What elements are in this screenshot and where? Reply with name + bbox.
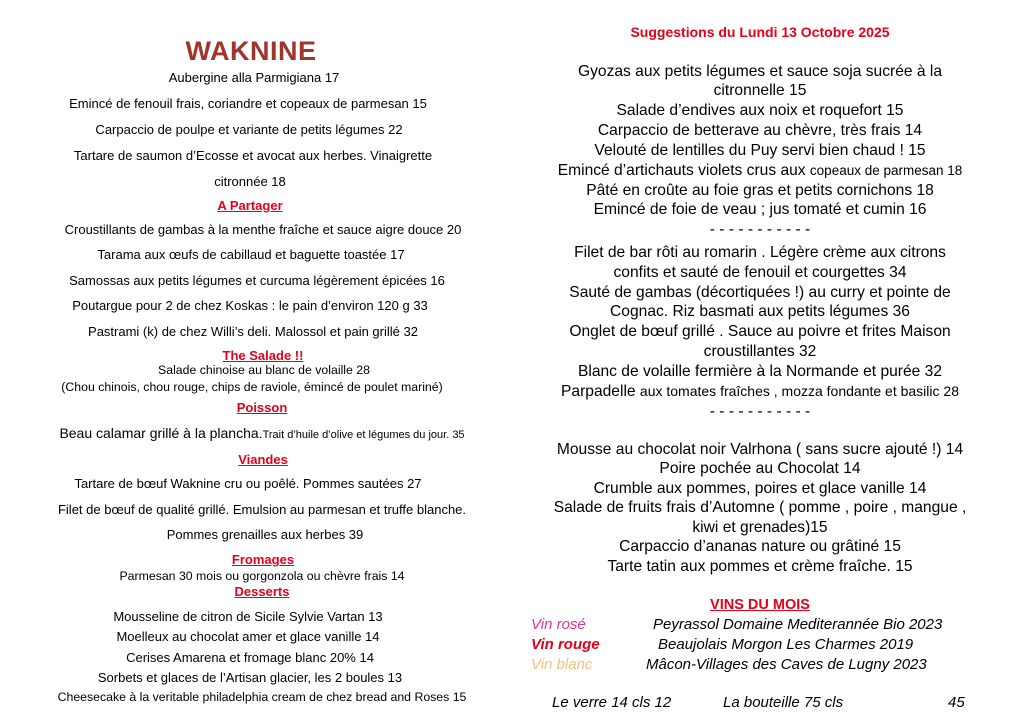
suggestion-item: Sauté de gambas (décortiquées !) au curry et pointe de [569, 284, 951, 301]
menu-item: Tartare de bœuf Waknine cru ou poêlé. Pommes sautées 27 [74, 476, 422, 491]
section-heading-viandes: Viandes [238, 452, 288, 467]
suggestion-item [561, 383, 959, 401]
suggestion-dessert: Tarte tatin aux pommes et crème fraîche. 15 [607, 558, 913, 575]
menu-item-detail: Trait d’huile d’olive et légumes du jour. 35 [262, 429, 465, 441]
menu-item: citronnée 18 [214, 174, 286, 189]
suggestions-title: Suggestions du Lundi 13 Octobre 2025 [630, 24, 890, 40]
divider: - - - - - - - - - - - [709, 221, 811, 238]
suggestion-item: Blanc de volaille fermière à la Normande et purée 32 [577, 363, 943, 380]
suggestion-item: croustillantes 32 [703, 343, 817, 360]
suggestion-dessert: kiwi et grenades)15 [692, 519, 828, 536]
wine-rose-label: Vin rosé [531, 616, 586, 633]
menu-item: Pommes grenailles aux herbes 39 [166, 527, 364, 542]
menu-item: Tartare de saumon d’Ecosse et avocat aux herbes. Vinaigrette [73, 148, 433, 163]
suggestion-dessert: Carpaccio d’ananas nature ou grâtiné 15 [619, 538, 901, 555]
menu-item: Parmesan 30 mois ou gorgonzola ou chèvre frais 14 [119, 569, 405, 583]
section-heading-desserts: Desserts [234, 584, 290, 599]
suggestion-item-part: Parpadelle [561, 383, 640, 400]
suggestion-item-part: Emincé d’artichauts violets crus aux [557, 162, 810, 179]
bottle-label: La bouteille 75 cls [723, 694, 844, 711]
menu-item: Poutargue pour 2 de chez Koskas : le pain d’environ 120 g 33 [72, 298, 428, 313]
section-heading-fromages: Fromages [231, 552, 295, 567]
suggestion-item: Onglet de bœuf grillé . Sauce au poivre et frites Maison [569, 323, 951, 340]
menu-item: Mousseline de citron de Sicile Sylvie Vartan 13 [113, 609, 383, 624]
menu-item: Emincé de fenouil frais, coriandre et copeaux de parmesan 15 [69, 96, 427, 111]
suggestion-item [558, 162, 963, 180]
menu-item: Filet de bœuf de qualité grillé. Emulsion au parmesan et truffe blanche. [57, 502, 467, 517]
bottle-price: 45 [948, 694, 965, 711]
suggestion-item: Cognac. Riz basmati aux petits légumes 36 [610, 303, 910, 320]
suggestion-item-part: aux tomates fraîches , mozza fondante et basilic 28 [639, 383, 959, 399]
suggestion-item: citronnelle 15 [713, 82, 807, 99]
wine-blanc-label: Vin blanc [531, 656, 593, 673]
suggestion-item: confits et sauté de fenouil et courgettes 34 [613, 264, 907, 281]
menu-item: Cerises Amarena et fromage blanc 20% 14 [126, 650, 374, 665]
suggestion-dessert: Salade de fruits frais d’Automne ( pomme , poire , mangue , [553, 499, 967, 516]
glass-price: Le verre 14 cls 12 [552, 694, 672, 711]
wines-title: VINS DU MOIS [710, 597, 810, 613]
menu-item: Aubergine alla Parmigiana 17 [168, 70, 340, 85]
suggestion-item: Filet de bar rôti au romarin . Légère crème aux citrons [574, 244, 946, 261]
wine-rouge-label: Vin rouge [531, 636, 600, 653]
restaurant-title: WAKNINE [185, 36, 317, 66]
suggestion-item: Salade d’endives aux noix et roquefort 15 [616, 102, 904, 119]
section-heading-partager: A Partager [217, 198, 283, 213]
suggestion-dessert: Crumble aux pommes, poires et glace vanille 14 [593, 480, 927, 497]
wine-rouge-name: Beaujolais Morgon Les Charmes 2019 [658, 636, 914, 653]
wine-rose-name: Peyrassol Domaine Mediterannée Bio 2023 [653, 616, 943, 633]
menu-item: Samossas aux petits légumes et curcuma légèrement épicées 16 [69, 273, 445, 288]
menu-item: Moelleux au chocolat amer et glace vanille 14 [116, 629, 380, 644]
section-heading-poisson: Poisson [236, 400, 288, 415]
section-heading-salade: The Salade !! [222, 348, 304, 363]
suggestion-item: Velouté de lentilles du Puy servi bien chaud ! 15 [594, 142, 926, 159]
menu-item: Tarama aux œufs de cabillaud et baguette toastée 17 [97, 247, 405, 262]
divider: - - - - - - - - - - - [709, 403, 811, 420]
menu-item: Carpaccio de poulpe et variante de petits légumes 22 [95, 122, 403, 137]
menu-item: Sorbets et glaces de l’Artisan glacier, les 2 boules 13 [97, 670, 403, 685]
menu-item: Salade chinoise au blanc de volaille 28 [158, 363, 370, 377]
suggestion-item: Gyozas aux petits légumes et sauce soja sucrée à la [577, 63, 943, 80]
menu-item-main: Beau calamar grillé à la plancha. [59, 425, 263, 441]
menu-item: Croustillants de gambas à la menthe fraîche et sauce aigre douce 20 [64, 222, 462, 237]
suggestion-item: Carpaccio de betterave au chèvre, très frais 14 [597, 122, 923, 139]
menu-item: Pastrami (k) de chez Willi’s deli. Malossol et pain grillé 32 [88, 324, 418, 339]
menu-item: Cheesecake à la veritable philadelphia cream de chez bread and Roses 15 [57, 690, 467, 704]
suggestion-dessert: Mousse au chocolat noir Valrhona ( sans sucre ajouté !) 14 [556, 441, 964, 458]
wine-blanc-name: Mâcon-Villages des Caves de Lugny 2023 [646, 656, 927, 673]
suggestion-item: Emincé de foie de veau ; jus tomaté et cumin 16 [593, 201, 927, 218]
menu-item-detail: (Chou chinois, chou rouge, chips de raviole, émincé de poulet mariné) [61, 380, 443, 394]
suggestion-item: Pâté en croûte au foie gras et petits cornichons 18 [586, 182, 934, 199]
menu-item [59, 425, 464, 443]
suggestion-dessert: Poire pochée au Chocolat 14 [659, 460, 861, 477]
suggestion-item-part: copeaux de parmesan 18 [809, 163, 963, 178]
